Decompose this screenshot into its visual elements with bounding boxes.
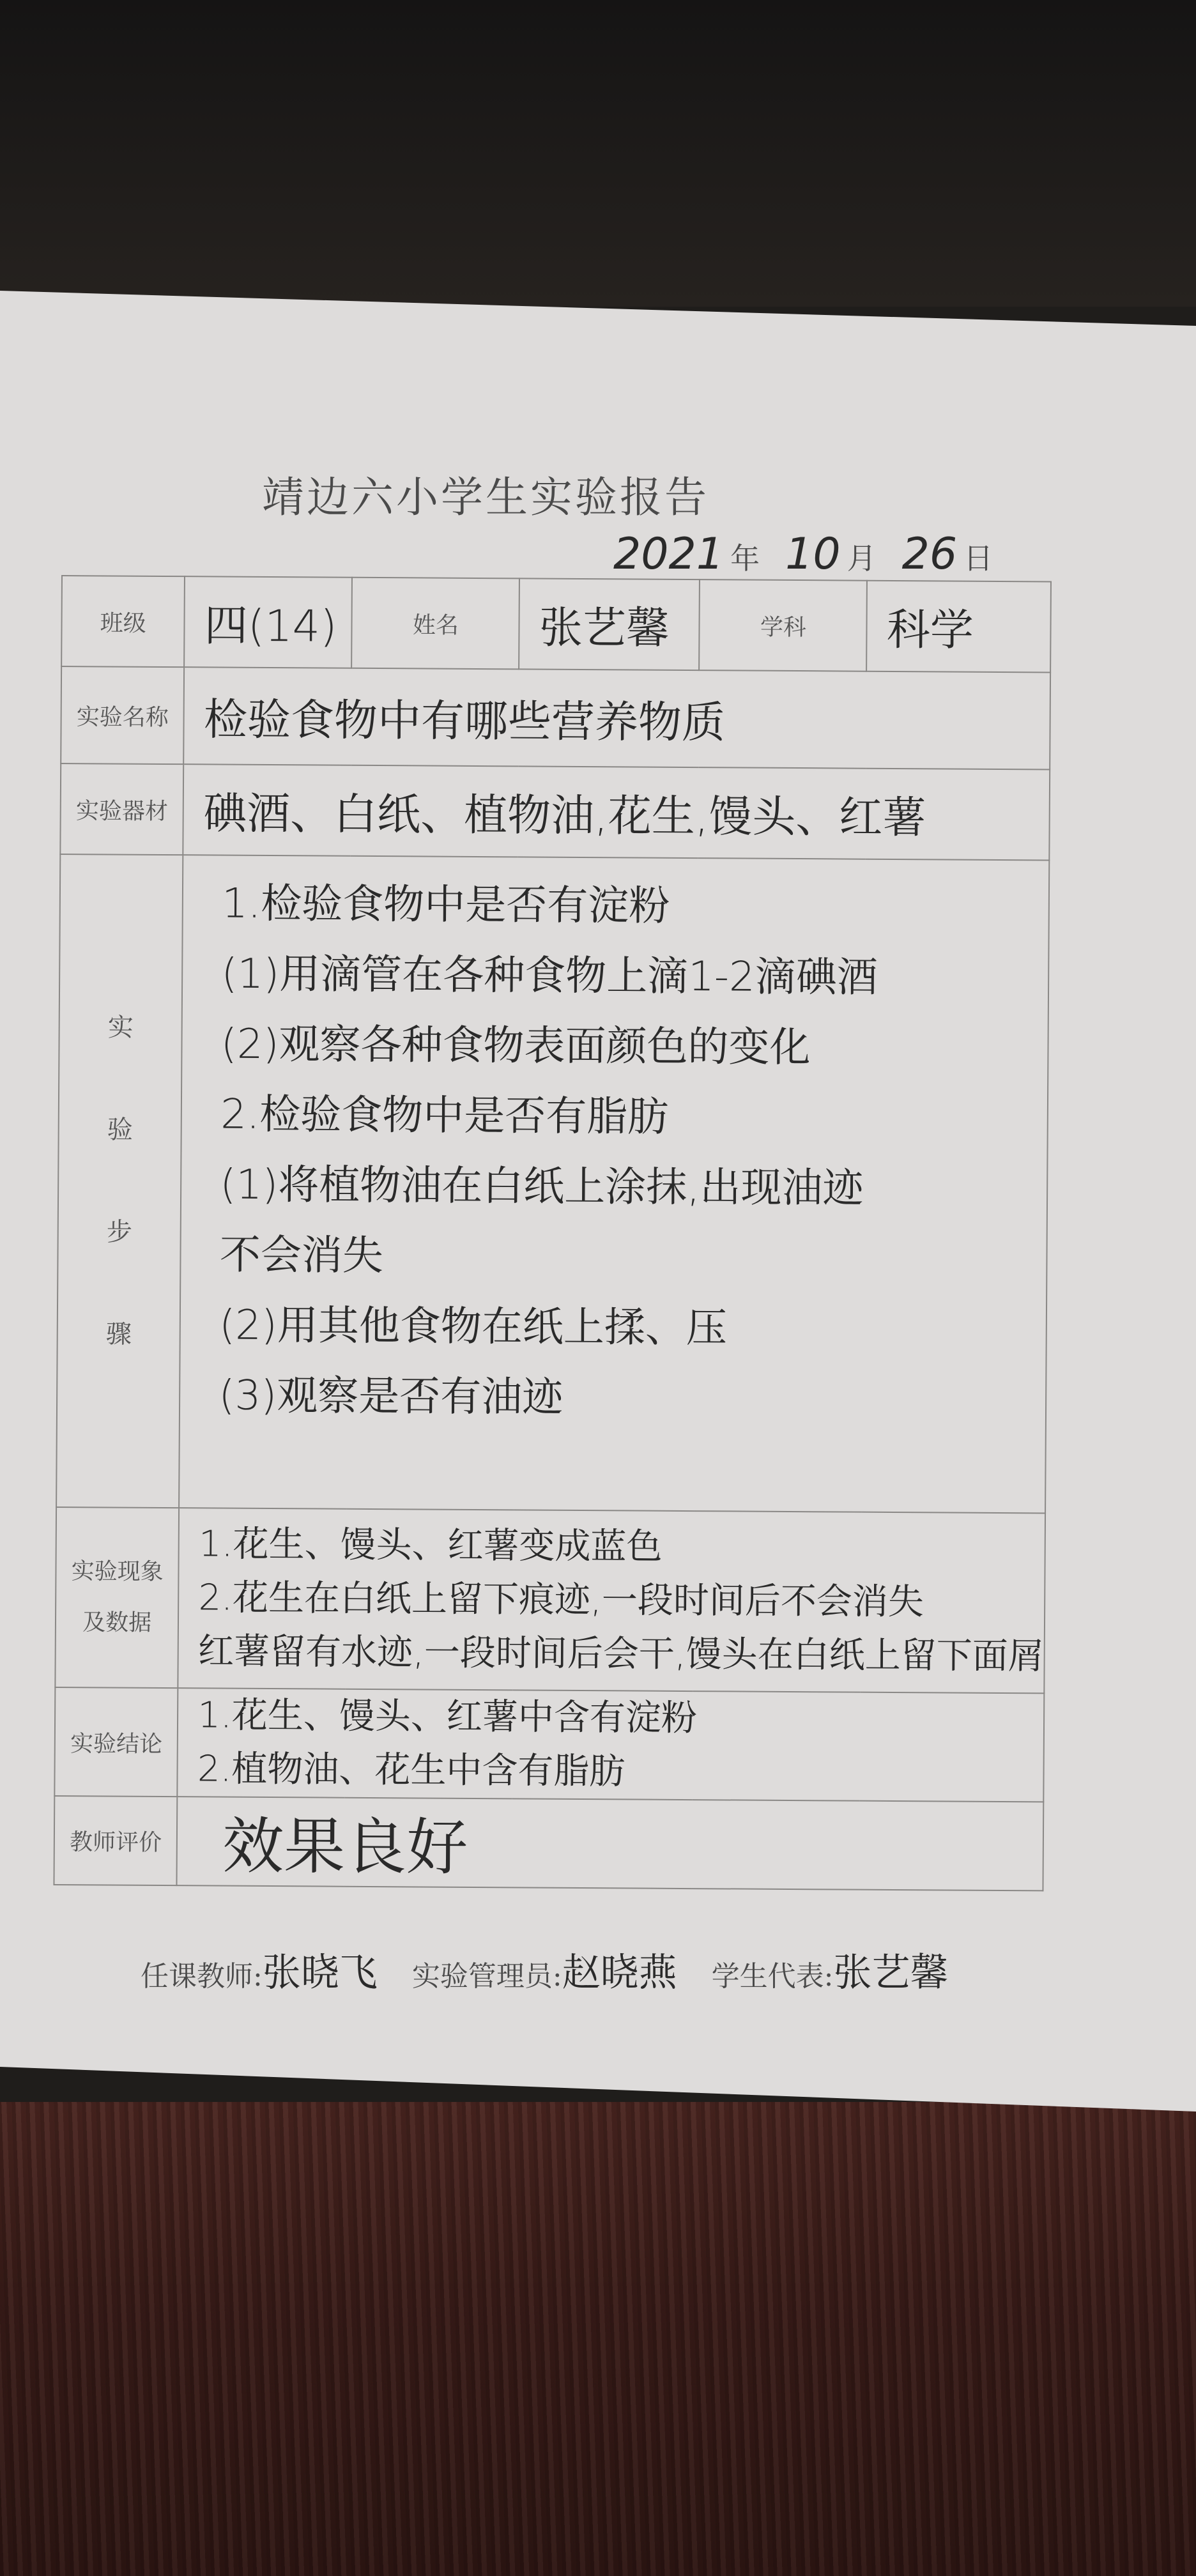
observation-line: 1.花生、馒头、红薯变成蓝色 (198, 1523, 663, 1568)
conclusions-list (178, 1688, 1045, 1802)
observation-label-line: 及数据 (82, 1609, 152, 1636)
steps-label-char: 骤 (105, 1319, 132, 1349)
date-year-label: 年 (730, 541, 760, 576)
admin-label: 实验管理员: (411, 1960, 562, 1993)
steps-label-char: 验 (107, 1115, 134, 1145)
experiment-name-label: 实验名称 (61, 666, 184, 764)
date-year: 2021 (613, 529, 724, 579)
conclusion-line: 2.植物油、花生中含有脂肪 (197, 1748, 625, 1793)
evaluation-label: 教师评价 (54, 1796, 177, 1885)
report-title: 靖边六小学生实验报告 (262, 473, 709, 522)
date-month-label: 月 (847, 541, 877, 576)
equipment-label: 实验器材 (60, 763, 183, 855)
step-line: 2.检验食物中是否有脂肪 (220, 1091, 669, 1141)
class-value: 四(14) (185, 576, 353, 668)
date-day: 26 (901, 529, 958, 579)
report-date (594, 529, 999, 579)
date-month: 10 (785, 529, 841, 579)
name-value: 张艺馨 (519, 578, 700, 670)
steps-label (56, 854, 183, 1508)
teacher-signature: 张晓飞 (262, 1951, 378, 1995)
step-line: (2)用其他食物在纸上揉、压 (218, 1301, 728, 1353)
observation-label-line: 实验现象 (71, 1558, 164, 1586)
teacher-label: 任课教师: (141, 1960, 263, 1993)
step-line: (2)观察各种食物表面颜色的变化 (220, 1020, 811, 1072)
student-label: 学生代表: (711, 1960, 834, 1993)
name-label: 姓名 (352, 578, 520, 670)
experiment-name-value: 检验食物中有哪些营养物质 (184, 667, 1051, 769)
student-signature: 张艺馨 (833, 1951, 949, 1995)
observations-list (178, 1508, 1045, 1693)
step-line: (3)观察是否有油迹 (218, 1372, 564, 1422)
step-line: (1)将植物油在白纸上涂抹,出现油迹 (220, 1161, 864, 1213)
admin-signature: 赵晓燕 (562, 1951, 677, 1995)
observation-label (55, 1507, 179, 1688)
date-day-label: 日 (963, 541, 993, 576)
subject-value: 科学 (866, 581, 1050, 673)
equipment-value: 碘酒、白纸、植物油,花生,馒头、红薯 (183, 764, 1050, 860)
step-line: 不会消失 (219, 1231, 384, 1280)
observation-line: 2.花生在白纸上留下痕迹,一段时间后不会消失 (198, 1577, 924, 1623)
evaluation-value: 效果良好 (177, 1797, 1043, 1890)
conclusion-line: 1.花生、馒头、红薯中含有淀粉 (197, 1694, 698, 1740)
signature-row (141, 1942, 974, 1997)
subject-label: 学科 (699, 579, 867, 671)
step-line: (1)用滴管在各种食物上滴1-2滴碘酒 (221, 950, 878, 1002)
report-table (53, 575, 1051, 1891)
conclusion-label: 实验结论 (54, 1687, 178, 1797)
class-label: 班级 (61, 576, 185, 667)
steps-list (179, 855, 1049, 1513)
observation-line: 红薯留有水迹,一段时间后会干,馒头在白纸上留下面屑 (197, 1630, 1044, 1678)
steps-label-char: 步 (106, 1217, 133, 1247)
steps-label-char: 实 (107, 1013, 134, 1043)
step-line: 1.检验食物中是否有淀粉 (222, 880, 670, 930)
